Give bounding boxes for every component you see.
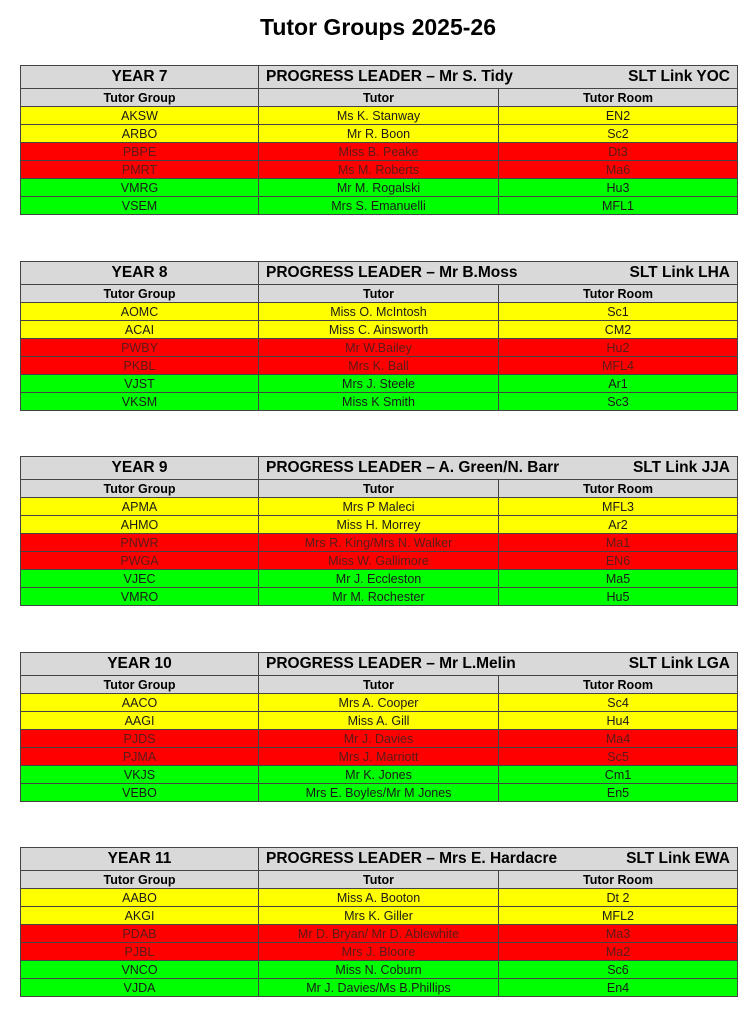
- column-header-row: [21, 676, 738, 694]
- year-label: YEAR 9: [21, 457, 259, 480]
- column-header-row: [21, 480, 738, 498]
- col-header-tutor-room: Tutor Room: [499, 480, 738, 498]
- tutor-group-cell: AKSW: [21, 107, 259, 125]
- col-header-tutor-room: Tutor Room: [499, 871, 738, 889]
- tutor-room-cell: EN6: [499, 552, 738, 570]
- tutor-room-cell: Sc4: [499, 694, 738, 712]
- tutor-group-cell: PJMA: [21, 748, 259, 766]
- table-row: [21, 570, 738, 588]
- tutor-room-cell: Ma1: [499, 534, 738, 552]
- tutor-room-cell: MFL3: [499, 498, 738, 516]
- table-row: [21, 321, 738, 339]
- tutor-cell: Mrs P Maleci: [259, 498, 499, 516]
- tutor-group-cell: PWGA: [21, 552, 259, 570]
- table-row: [21, 588, 738, 606]
- progress-leader: PROGRESS LEADER – Mrs E. Hardacre: [266, 850, 558, 867]
- tutor-room-cell: Ma4: [499, 730, 738, 748]
- tutor-group-cell: PDAB: [21, 925, 259, 943]
- tutor-group-cell: VEBO: [21, 784, 259, 802]
- col-header-tutor-group: Tutor Group: [21, 871, 259, 889]
- tutor-group-cell: PNWR: [21, 534, 259, 552]
- tutor-cell: Miss K Smith: [259, 393, 499, 411]
- slt-link: SLT Link EWA: [626, 850, 730, 867]
- tutor-room-cell: Hu2: [499, 339, 738, 357]
- tutor-room-cell: Ar1: [499, 375, 738, 393]
- tutor-group-cell: PMRT: [21, 161, 259, 179]
- tutor-group-cell: VJDA: [21, 979, 259, 997]
- year-label: YEAR 7: [21, 66, 259, 89]
- tutor-cell: Mrs J. Steele: [259, 375, 499, 393]
- tutor-group-cell: VMRG: [21, 179, 259, 197]
- tutor-group-cell: AACO: [21, 694, 259, 712]
- table-row: [21, 143, 738, 161]
- col-header-tutor: Tutor: [259, 89, 499, 107]
- tutor-cell: Mr J. Eccleston: [259, 570, 499, 588]
- tutor-room-cell: EN2: [499, 107, 738, 125]
- tutor-cell: Mr D. Bryan/ Mr D. Ablewhite: [259, 925, 499, 943]
- tutor-cell: Mrs E. Boyles/Mr M Jones: [259, 784, 499, 802]
- table-row: [21, 694, 738, 712]
- col-header-tutor: Tutor: [259, 285, 499, 303]
- tutor-table: [20, 652, 738, 802]
- tutor-room-cell: En4: [499, 979, 738, 997]
- tutor-cell: Mr J. Davies: [259, 730, 499, 748]
- tutor-cell: Miss A. Gill: [259, 712, 499, 730]
- tutor-room-cell: Sc2: [499, 125, 738, 143]
- year-label: YEAR 8: [21, 262, 259, 285]
- table-row: [21, 107, 738, 125]
- tutor-room-cell: Dt3: [499, 143, 738, 161]
- progress-leader-cell: [259, 457, 738, 480]
- column-header-row: [21, 285, 738, 303]
- year-header-row: [21, 262, 738, 285]
- col-header-tutor-room: Tutor Room: [499, 676, 738, 694]
- tutor-group-cell: PJDS: [21, 730, 259, 748]
- year-header-row: [21, 653, 738, 676]
- tutor-cell: Miss B. Peake: [259, 143, 499, 161]
- col-header-tutor-group: Tutor Group: [21, 676, 259, 694]
- tutor-room-cell: Sc3: [499, 393, 738, 411]
- table-row: [21, 393, 738, 411]
- tutor-cell: Mrs S. Emanuelli: [259, 197, 499, 215]
- tutor-room-cell: Sc1: [499, 303, 738, 321]
- tutor-cell: Mr M. Rochester: [259, 588, 499, 606]
- col-header-tutor-group: Tutor Group: [21, 285, 259, 303]
- tutor-cell: Miss W. Gallimore: [259, 552, 499, 570]
- year-block: [20, 456, 737, 606]
- year-header-row: [21, 848, 738, 871]
- tutor-group-cell: VJEC: [21, 570, 259, 588]
- tutor-cell: Ms M. Roberts: [259, 161, 499, 179]
- col-header-tutor: Tutor: [259, 480, 499, 498]
- table-row: [21, 961, 738, 979]
- tutor-group-cell: VKJS: [21, 766, 259, 784]
- progress-leader-cell: [259, 262, 738, 285]
- tutor-table: [20, 847, 738, 997]
- tutor-cell: Mrs K. Ball: [259, 357, 499, 375]
- tutor-group-cell: ARBO: [21, 125, 259, 143]
- table-row: [21, 375, 738, 393]
- tutor-cell: Miss H. Morrey: [259, 516, 499, 534]
- tutor-room-cell: CM2: [499, 321, 738, 339]
- table-row: [21, 943, 738, 961]
- progress-leader: PROGRESS LEADER – Mr S. Tidy: [266, 68, 513, 85]
- tutor-room-cell: Hu4: [499, 712, 738, 730]
- table-row: [21, 889, 738, 907]
- tutor-cell: Mrs K. Giller: [259, 907, 499, 925]
- year-block: [20, 652, 737, 802]
- tutor-room-cell: Hu3: [499, 179, 738, 197]
- tutor-room-cell: MFL2: [499, 907, 738, 925]
- col-header-tutor-room: Tutor Room: [499, 89, 738, 107]
- tutor-table: [20, 65, 738, 215]
- table-row: [21, 730, 738, 748]
- tutor-group-cell: VMRO: [21, 588, 259, 606]
- year-block: [20, 261, 737, 411]
- col-header-tutor-group: Tutor Group: [21, 480, 259, 498]
- col-header-tutor-room: Tutor Room: [499, 285, 738, 303]
- slt-link: SLT Link LHA: [629, 264, 730, 281]
- tutor-group-cell: PJBL: [21, 943, 259, 961]
- tutor-cell: Miss O. McIntosh: [259, 303, 499, 321]
- tutor-group-cell: AOMC: [21, 303, 259, 321]
- table-row: [21, 979, 738, 997]
- tutor-room-cell: Ma2: [499, 943, 738, 961]
- tutor-cell: Mr M. Rogalski: [259, 179, 499, 197]
- table-row: [21, 552, 738, 570]
- col-header-tutor: Tutor: [259, 676, 499, 694]
- tutor-group-cell: PWBY: [21, 339, 259, 357]
- tutor-group-cell: VJST: [21, 375, 259, 393]
- progress-leader-cell: [259, 848, 738, 871]
- table-row: [21, 712, 738, 730]
- tutor-group-cell: ACAI: [21, 321, 259, 339]
- progress-leader-cell: [259, 66, 738, 89]
- tutor-room-cell: MFL1: [499, 197, 738, 215]
- table-row: [21, 516, 738, 534]
- column-header-row: [21, 871, 738, 889]
- year-block: [20, 847, 737, 997]
- tutor-cell: Miss C. Ainsworth: [259, 321, 499, 339]
- table-row: [21, 357, 738, 375]
- tutor-table: [20, 261, 738, 411]
- table-row: [21, 197, 738, 215]
- tutor-cell: Mr K. Jones: [259, 766, 499, 784]
- table-row: [21, 907, 738, 925]
- table-row: [21, 748, 738, 766]
- year-label: YEAR 11: [21, 848, 259, 871]
- tutor-room-cell: Ma5: [499, 570, 738, 588]
- tutor-cell: Ms K. Stanway: [259, 107, 499, 125]
- column-header-row: [21, 89, 738, 107]
- year-header-row: [21, 457, 738, 480]
- col-header-tutor-group: Tutor Group: [21, 89, 259, 107]
- tutor-group-cell: PKBL: [21, 357, 259, 375]
- tutor-cell: Mrs R. King/Mrs N. Walker: [259, 534, 499, 552]
- tutor-group-cell: VKSM: [21, 393, 259, 411]
- tutor-group-cell: AABO: [21, 889, 259, 907]
- tutor-group-cell: VNCO: [21, 961, 259, 979]
- tutor-cell: Mrs J. Bloore: [259, 943, 499, 961]
- page-title: Tutor Groups 2025-26: [259, 14, 497, 40]
- table-row: [21, 766, 738, 784]
- table-row: [21, 784, 738, 802]
- tutor-cell: Mrs A. Cooper: [259, 694, 499, 712]
- tutor-room-cell: Sc6: [499, 961, 738, 979]
- tutor-group-cell: AHMO: [21, 516, 259, 534]
- progress-leader: PROGRESS LEADER – Mr L.Melin: [266, 655, 516, 672]
- table-row: [21, 125, 738, 143]
- tutor-room-cell: Dt 2: [499, 889, 738, 907]
- tutor-room-cell: Sc5: [499, 748, 738, 766]
- tutor-cell: Miss A. Booton: [259, 889, 499, 907]
- tutor-room-cell: MFL4: [499, 357, 738, 375]
- table-row: [21, 303, 738, 321]
- year-header-row: [21, 66, 738, 89]
- tutor-room-cell: Ma6: [499, 161, 738, 179]
- tutor-room-cell: Hu5: [499, 588, 738, 606]
- progress-leader: PROGRESS LEADER – Mr B.Moss: [266, 264, 518, 281]
- tutor-cell: Mrs J. Marriott: [259, 748, 499, 766]
- year-label: YEAR 10: [21, 653, 259, 676]
- tutor-group-cell: AAGI: [21, 712, 259, 730]
- tutor-cell: Miss N. Coburn: [259, 961, 499, 979]
- progress-leader: PROGRESS LEADER – A. Green/N. Barr: [266, 459, 560, 476]
- table-row: [21, 534, 738, 552]
- tutor-room-cell: En5: [499, 784, 738, 802]
- slt-link: SLT Link JJA: [632, 459, 731, 476]
- tutor-cell: Mr W.Bailey: [259, 339, 499, 357]
- tutor-table: [20, 456, 738, 606]
- tutor-group-cell: VSEM: [21, 197, 259, 215]
- slt-link: SLT Link LGA: [628, 655, 731, 672]
- tutor-room-cell: Cm1: [499, 766, 738, 784]
- slt-link: SLT Link YOC: [628, 68, 730, 85]
- tutor-group-cell: PBPE: [21, 143, 259, 161]
- tutor-group-cell: AKGI: [21, 907, 259, 925]
- tutor-cell: Mr R. Boon: [259, 125, 499, 143]
- tutor-room-cell: Ma3: [499, 925, 738, 943]
- year-block: [20, 65, 737, 215]
- col-header-tutor: Tutor: [259, 871, 499, 889]
- table-row: [21, 498, 738, 516]
- table-row: [21, 161, 738, 179]
- tutor-room-cell: Ar2: [499, 516, 738, 534]
- tutor-cell: Mr J. Davies/Ms B.Phillips: [259, 979, 499, 997]
- table-row: [21, 179, 738, 197]
- table-row: [21, 339, 738, 357]
- progress-leader-cell: [259, 653, 738, 676]
- table-row: [21, 925, 738, 943]
- tutor-group-cell: APMA: [21, 498, 259, 516]
